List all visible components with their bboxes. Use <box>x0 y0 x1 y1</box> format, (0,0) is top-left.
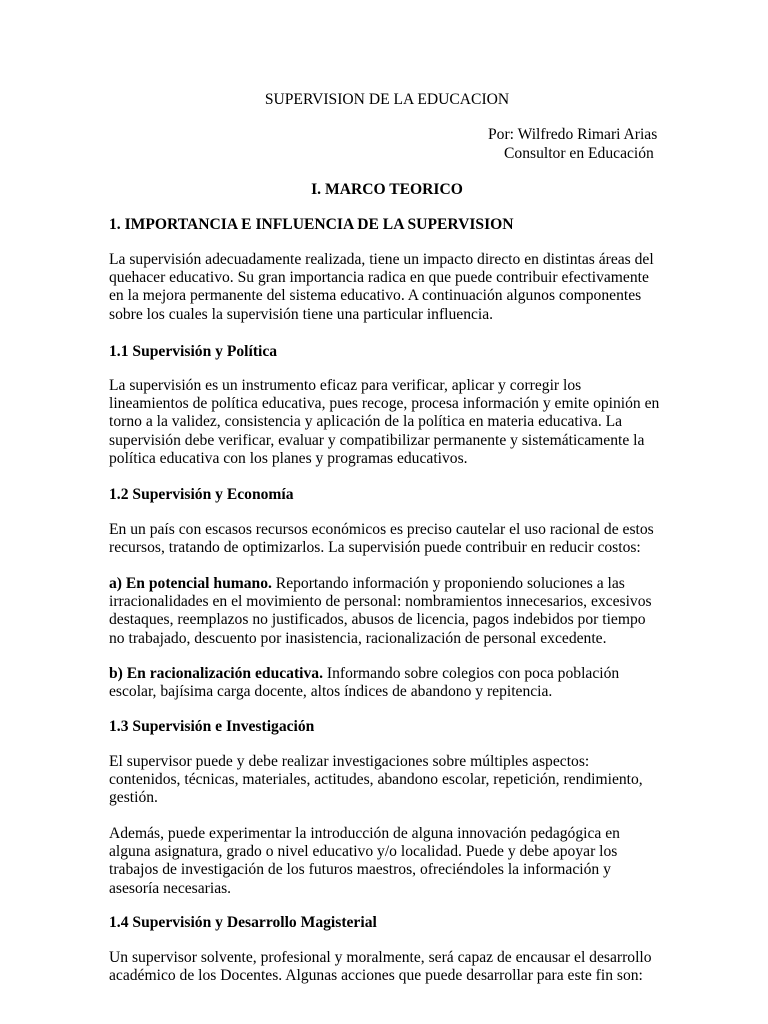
text-line: no trabajado, descuento por inasistencia, racionalización de personal excedente. <box>109 629 607 647</box>
text-line: Además, puede experimentar la introducción de alguna innovación pedagógica en <box>109 825 620 842</box>
heading-economia: 1.2 Supervisión y Economía <box>109 486 294 503</box>
paragraph-politica <box>109 377 669 468</box>
item-racionalizacion <box>109 665 669 701</box>
author-block <box>488 126 657 164</box>
text-line: recursos, tratando de optimizarlos. La supervisión puede contribuir en reducir costos: <box>109 539 641 557</box>
text-line: lineamientos de política educativa, pues recoge, procesa información y emite opinión en <box>109 395 660 413</box>
text-line: gestión. <box>109 789 158 807</box>
paragraph-desarrollo <box>109 949 669 985</box>
text-line: política educativa con los planes y programas educativos. <box>109 449 468 467</box>
item-text: Reportando información y proponiendo soluciones a las <box>271 575 625 592</box>
section-heading: I. MARCO TEORICO <box>311 181 463 198</box>
text-line: escolar, bajísima carga docente, altos índices de abandono y repitencia. <box>109 683 553 701</box>
paragraph-economia <box>109 521 669 557</box>
text-line: torno a la validez, consistencia y aplicación de la política en materia educativa. La <box>109 413 623 431</box>
text-line: quehacer educativo. Su gran importancia radica en que puede contribuir efectivamente <box>109 269 649 287</box>
author-name: Por: Wilfredo Rimari Arias <box>488 126 658 143</box>
text-line: académico de los Docentes. Algunas acciones que puede desarrollar para este fin son: <box>109 967 643 985</box>
text-line <box>109 575 669 593</box>
text-line: irracionalidades en el movimiento de personal: nombramientos innecesarios, excesivos <box>109 593 652 611</box>
heading-politica: 1.1 Supervisión y Política <box>109 343 278 360</box>
text-line: Un supervisor solvente, profesional y moralmente, será capaz de encausar el desarrollo <box>109 949 652 966</box>
text-line: en la mejora permanente del sistema educativo. A continuación algunos componentes <box>109 287 642 305</box>
text-line: alguna asignatura, grado o nivel educativo y/o localidad. Puede y debe apoyar los <box>109 843 618 861</box>
text-line: destaques, reemplazos no justificados, abusos de licencia, pagos indebidos por tiempo <box>109 611 646 629</box>
paragraph-investigacion-1 <box>109 753 669 808</box>
document-title: SUPERVISION DE LA EDUCACION <box>264 91 510 108</box>
text-line: En un país con escasos recursos económicos es preciso cautelar el uso racional de estos <box>109 521 654 538</box>
text-line: contenidos, técnicas, materiales, actitudes, abandono escolar, repetición, rendimiento, <box>109 771 643 789</box>
text-line <box>109 665 669 683</box>
text-line: El supervisor puede y debe realizar investigaciones sobre múltiples aspectos: <box>109 753 590 770</box>
paragraph-investigacion-2 <box>109 825 669 898</box>
item-label: a) En potencial humano. <box>109 575 272 592</box>
text-line: asesoría necesarias. <box>109 879 232 897</box>
text-line: La supervisión adecuadamente realizada, tiene un impacto directo en distintas áreas del <box>109 251 654 268</box>
text-line: sobre los cuales la supervisión tiene una particular influencia. <box>109 305 494 323</box>
heading-desarrollo: 1.4 Supervisión y Desarrollo Magisterial <box>109 914 377 931</box>
text-line: trabajos de investigación de los futuros maestros, ofreciéndoles la información y <box>109 861 611 879</box>
heading-investigacion: 1.3 Supervisión e Investigación <box>109 718 315 735</box>
item-potencial-humano <box>109 575 669 648</box>
paragraph-intro <box>109 251 669 324</box>
heading-importancia: 1. IMPORTANCIA E INFLUENCIA DE LA SUPERVISION <box>109 216 514 233</box>
item-text: Informando sobre colegios con poca población <box>322 665 620 682</box>
text-line: La supervisión es un instrumento eficaz para verificar, aplicar y corregir los <box>109 377 582 394</box>
author-role: Consultor en Educación <box>504 145 654 162</box>
item-label: b) En racionalización educativa. <box>109 665 323 682</box>
text-line: supervisión debe verificar, evaluar y compatibilizar permanente y sistemáticamente la <box>109 431 645 449</box>
